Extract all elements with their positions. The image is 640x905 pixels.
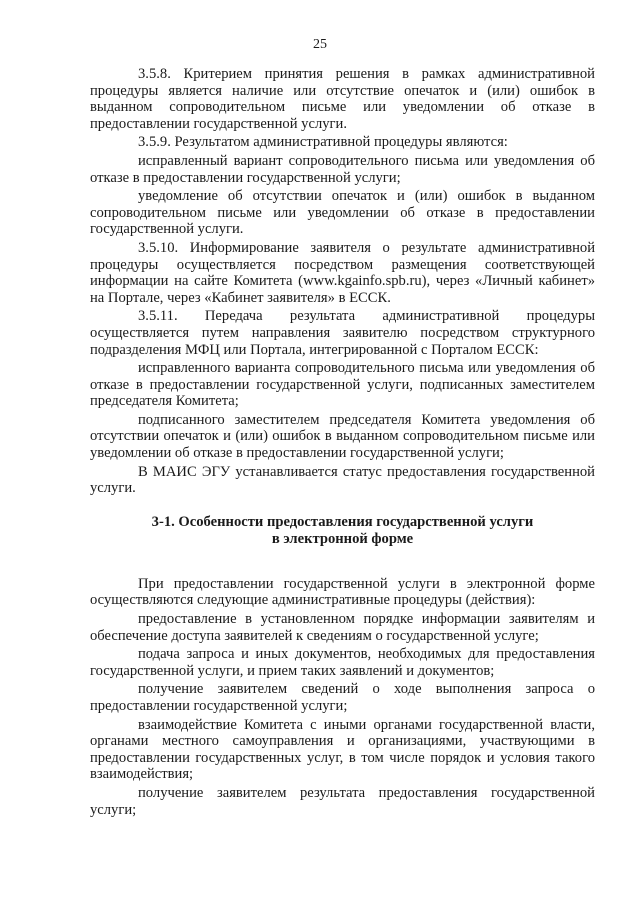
paragraph-3-5-11: 3.5.11. Передача результата административной процедуры осуществляется путем направления заявителю посредством структурного подразделения МФЦ или Портала, интегрированной с Порталом ЕССК:: [90, 308, 595, 358]
section-heading: [90, 514, 595, 549]
list-item: взаимодействие Комитета с иными органами государственной власти, органами местного самоуправления и организациями, участвующими в предоставлении государственных услуг, в том числе порядок и условия такого взаимодействия;: [90, 716, 595, 783]
section-3-5-paragraphs: [90, 66, 595, 497]
section-heading-line-2: в электронной форме: [271, 531, 414, 548]
paragraph-3-5-8: 3.5.8. Критерием принятия решения в рамках административной процедуры является наличие или отсутствие опечаток и (или) ошибок в выданном сопроводительном письме или уведомлении об отказе в предоставлении государственной услуги.: [90, 66, 595, 132]
paragraph-3-5-9: 3.5.9. Результатом административной процедуры являются:: [138, 134, 508, 151]
list-item: уведомление об отсутствии опечаток и (или) ошибок в выданном сопроводительном письме или уведомлении об отказе в предоставлении государственной услуги.: [90, 188, 595, 238]
page-number: 25: [313, 37, 327, 52]
list-item: подача запроса и иных документов, необходимых для предоставления государственной услуги, и прием таких заявлений и документов;: [90, 646, 595, 679]
paragraph-status: В МАИС ЭГУ устанавливается статус предоставления государственной услуги.: [90, 463, 595, 497]
list-item: получение заявителем сведений о ходе выполнения запроса о предоставлении государственной услуги;: [90, 681, 595, 714]
document-body: [90, 66, 595, 818]
list-item: получение заявителем результата предоставления государственной услуги;: [90, 784, 595, 818]
section-3-1-paragraphs: [90, 576, 595, 818]
list-item: исправленного варианта сопроводительного письма или уведомления об отказе в предоставлении государственной услуги, подписанных заместителем председателя Комитета;: [90, 360, 595, 410]
list-item: исправленный вариант сопроводительного письма или уведомления об отказе в предоставлении государственной услуги;: [90, 152, 595, 186]
list-item: предоставление в установленном порядке информации заявителям и обеспечение доступа заявителей к сведениям о государственной услуге;: [90, 611, 595, 644]
paragraph-intro: При предоставлении государственной услуги в электронной форме осуществляются следующие административные процедуры (действия):: [90, 575, 595, 609]
section-heading-line-1: 3-1. Особенности предоставления государственной услуги: [151, 513, 534, 530]
paragraph-3-5-10: 3.5.10. Информирование заявителя о результате административной процедуры осуществляется посредством размещения соответствующей информации на сайте Комитета (www.kgainfo.spb.ru), через «Личный кабинет» на Портале, через «Кабинет заявителя» в ЕССК.: [90, 239, 595, 306]
list-item: подписанного заместителем председателя Комитета уведомления об отсутствии опечаток и (или) ошибок в выданном сопроводительном письме или уведомлении об отказе в предоставлении государственной услуги;: [90, 411, 595, 462]
